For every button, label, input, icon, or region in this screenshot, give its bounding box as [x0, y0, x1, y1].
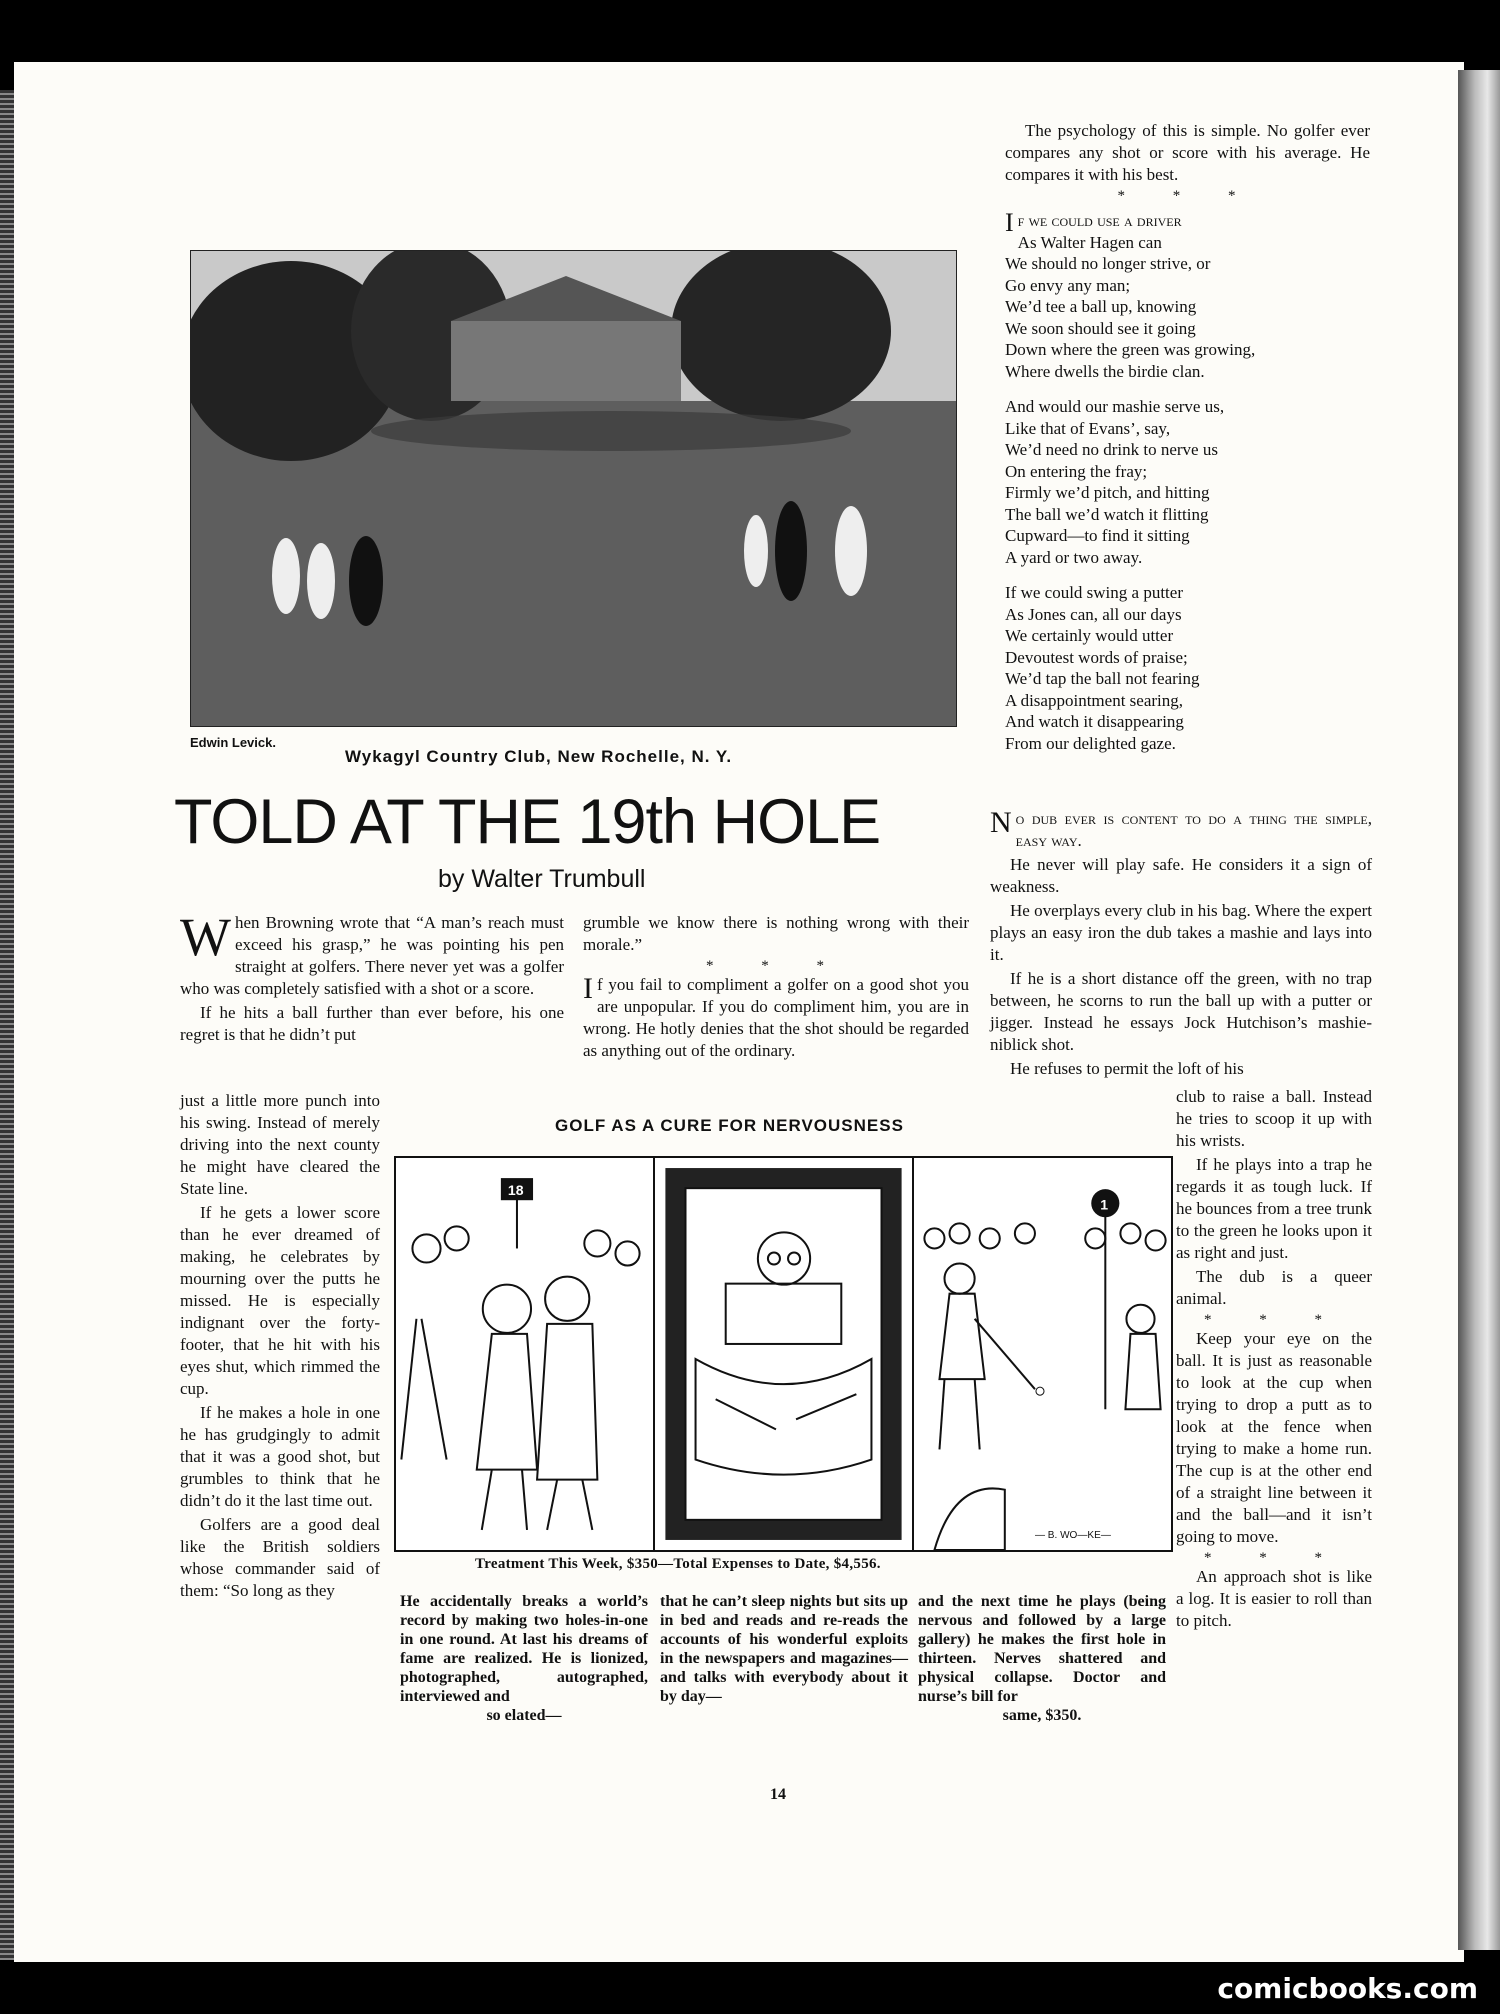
drop-cap: W: [180, 907, 231, 967]
article-column-1-narrow: [180, 1090, 380, 1604]
poem-line: A disappointment searing,: [1005, 690, 1184, 710]
paragraph: He never will play safe. He considers it a sign of weakness.: [990, 855, 1372, 896]
section-break: * * *: [1117, 188, 1258, 204]
section-break: * * *: [706, 958, 846, 974]
article-column-2: [583, 912, 969, 1064]
drop-cap: I: [1005, 208, 1014, 237]
poem-line: Go envy any man;: [1005, 275, 1131, 295]
poem: [1005, 210, 1370, 754]
cartoon-text: so elated—: [486, 1707, 562, 1724]
poem-line: We’d tap the ball not fearing: [1005, 669, 1200, 688]
photo-credit: Edwin Levick.: [190, 735, 276, 750]
poem-line: And watch it disappearing: [1005, 712, 1184, 731]
cartoon-panel-3: [912, 1158, 1171, 1550]
poem-line: We certainly would utter: [1005, 626, 1174, 645]
paragraph: If he makes a hole in one he has grudgingly to admit that it was a good shot, but grumbles to think that he didn’t do it the last time out.: [180, 1403, 380, 1510]
paragraph: The psychology of this is simple. No golfer ever compares any shot or score with his average. He compares it with his best.: [1005, 121, 1370, 184]
page-number: 14: [770, 1786, 786, 1803]
section-break: * * *: [1204, 1312, 1344, 1328]
poem-line: And would our mashie serve us,: [1005, 397, 1225, 416]
poem-line: Cupward—to find it sitting: [1005, 526, 1190, 545]
paragraph: just a little more punch into his swing. Instead of merely driving into the next county he might have cleared the State line.: [180, 1091, 380, 1198]
flag-number: 1: [1100, 1196, 1109, 1213]
cartoon-text: that he can’t sleep nights but sits up in bed and reads and re-reads the accounts of his wonderful exploits in the newspapers and magazines—and talks with everybody about it by day—: [660, 1593, 908, 1705]
drop-cap: I: [583, 972, 593, 1005]
cartoon-caption: Treatment This Week, $350—Total Expenses to Date, $4,556.: [475, 1556, 881, 1572]
drop-cap: N: [990, 806, 1012, 839]
cartoon-text: and the next time he plays (being nervous and followed by a large gallery) he makes the first hole in thirteen. Nerves shattered and physical collapse. Doctor and nurse’s bill for: [918, 1593, 1166, 1705]
poem-line: Devoutest words of praise;: [1005, 647, 1188, 667]
cartoon-text: He accidentally breaks a world’s record by making two holes-in-one in one round. At last his dreams of fame are realized. He is lionized, photographed, autographed, interviewed and: [400, 1593, 648, 1705]
paragraph: An approach shot is like a log. It is easier to roll than to pitch.: [1176, 1567, 1372, 1630]
site-watermark: comicbooks.com: [1217, 1972, 1478, 2005]
cartoon-text-3: [918, 1592, 1166, 1725]
article-title: TOLD AT THE 19th HOLE: [174, 787, 881, 857]
cartoon-strip: [394, 1156, 1173, 1552]
cartoon-text: same, $350.: [1002, 1707, 1082, 1724]
poem-line: Down where the green was growing,: [1005, 340, 1256, 359]
cartoon-title: GOLF AS A CURE FOR NERVOUSNESS: [555, 1116, 904, 1135]
cartoon-panel-1: [396, 1158, 653, 1550]
article-byline: by Walter Trumbull: [438, 865, 646, 893]
paragraph: Keep your eye on the ball. It is just as reasonable to look at the cup when trying to drop a putt as to look at the fence when trying to make a home run. The cup is at the other end of a straight line between it and the ball—and it isn’t going to move.: [1176, 1329, 1372, 1546]
paragraph: If he is a short distance off the green, with no trap between, he scorns to run the ball up with a putter or jigger. Instead he essays Jock Hutchison’s mashie-niblick shot.: [990, 969, 1372, 1054]
paragraph: f you fail to compliment a golfer on a good shot you are unpopular. If you do compliment him, you are in wrong. He hotly denies that the shot should be regarded as anything out of the ordinary.: [583, 975, 969, 1060]
paragraph: He refuses to permit the loft of his: [1010, 1059, 1244, 1078]
book-binding: [0, 90, 14, 1960]
poem-stanza-3: [1005, 582, 1370, 754]
poem-line: From our delighted gaze.: [1005, 733, 1176, 753]
poem-line: We soon should see it going: [1005, 318, 1196, 338]
poem-line: We should no longer strive, or: [1005, 254, 1211, 273]
poem-stanza-1: [1005, 210, 1370, 382]
paragraph: o dub ever is content to do a thing the simple, easy way.: [1015, 809, 1372, 850]
paragraph: club to raise a ball. Instead he tries to scoop it up with his wrists.: [1176, 1087, 1372, 1150]
page-edge: [1458, 70, 1500, 1950]
poem-line: On entering the fray;: [1005, 461, 1148, 481]
poem-line: f we could use a driver: [1017, 211, 1182, 230]
section-break: * * *: [1204, 1550, 1344, 1566]
article-column-3: [990, 808, 1372, 1082]
poem-line: Where dwells the birdie clan.: [1005, 361, 1205, 381]
artist-signature: — B. WO—KE—: [1034, 1529, 1111, 1541]
poem-line: As Jones can, all our days: [1005, 604, 1182, 624]
paragraph: If he plays into a trap he regards it as tough luck. If he bounces from a tree trunk to the green he looks upon it as right and just.: [1176, 1155, 1372, 1262]
poem-line: The ball we’d watch it flitting: [1005, 504, 1209, 524]
article-column-1: [180, 907, 564, 1048]
poem-line: We’d tee a ball up, knowing: [1005, 297, 1197, 316]
paragraph: grumble we know there is nothing wrong with their morale.”: [583, 913, 969, 954]
poem-stanza-2: [1005, 396, 1370, 568]
poem-line: If we could swing a putter: [1005, 583, 1183, 602]
flag-number: 18: [507, 1182, 524, 1199]
poem-line: A yard or two away.: [1005, 547, 1143, 567]
poem-line: As Walter Hagen can: [1017, 232, 1162, 252]
photo-caption: Wykagyl Country Club, New Rochelle, N. Y.: [345, 747, 733, 766]
country-club-photo: [190, 250, 957, 727]
paragraph: If he hits a ball further than ever before, his one regret is that he didn’t put: [180, 1003, 564, 1044]
article-column-3-narrow: [1176, 1086, 1372, 1634]
cartoon-panel-2: [653, 1158, 912, 1550]
poem-line: We’d need no drink to nerve us: [1005, 440, 1218, 459]
paragraph: He overplays every club in his bag. Where the expert plays an easy iron the dub takes a mashie and lays into it.: [990, 901, 1372, 964]
cartoon-text-2: [660, 1592, 908, 1706]
paragraph: The dub is a queer animal.: [1176, 1267, 1372, 1308]
poem-line: Like that of Evans’, say,: [1005, 418, 1171, 438]
paragraph: Golfers are a good deal like the British soldiers whose commander said of them: “So long as they: [180, 1515, 380, 1600]
cartoon-text-1: [400, 1592, 648, 1725]
paragraph: hen Browning wrote that “A man’s reach must exceed his grasp,” he was pointing his pen straight at golfers. There never yet was a golfer who was completely satisfied with a shot or a score.: [180, 913, 564, 998]
article-column-3-top: [1005, 120, 1370, 754]
poem-line: Firmly we’d pitch, and hitting: [1005, 483, 1210, 502]
paragraph: If he gets a lower score than he ever dreamed of making, he celebrates by mourning over the putts he missed. He is especially indignant over the forty-footer, that he hit with his eyes shut, which rimmed the cup.: [180, 1203, 380, 1398]
